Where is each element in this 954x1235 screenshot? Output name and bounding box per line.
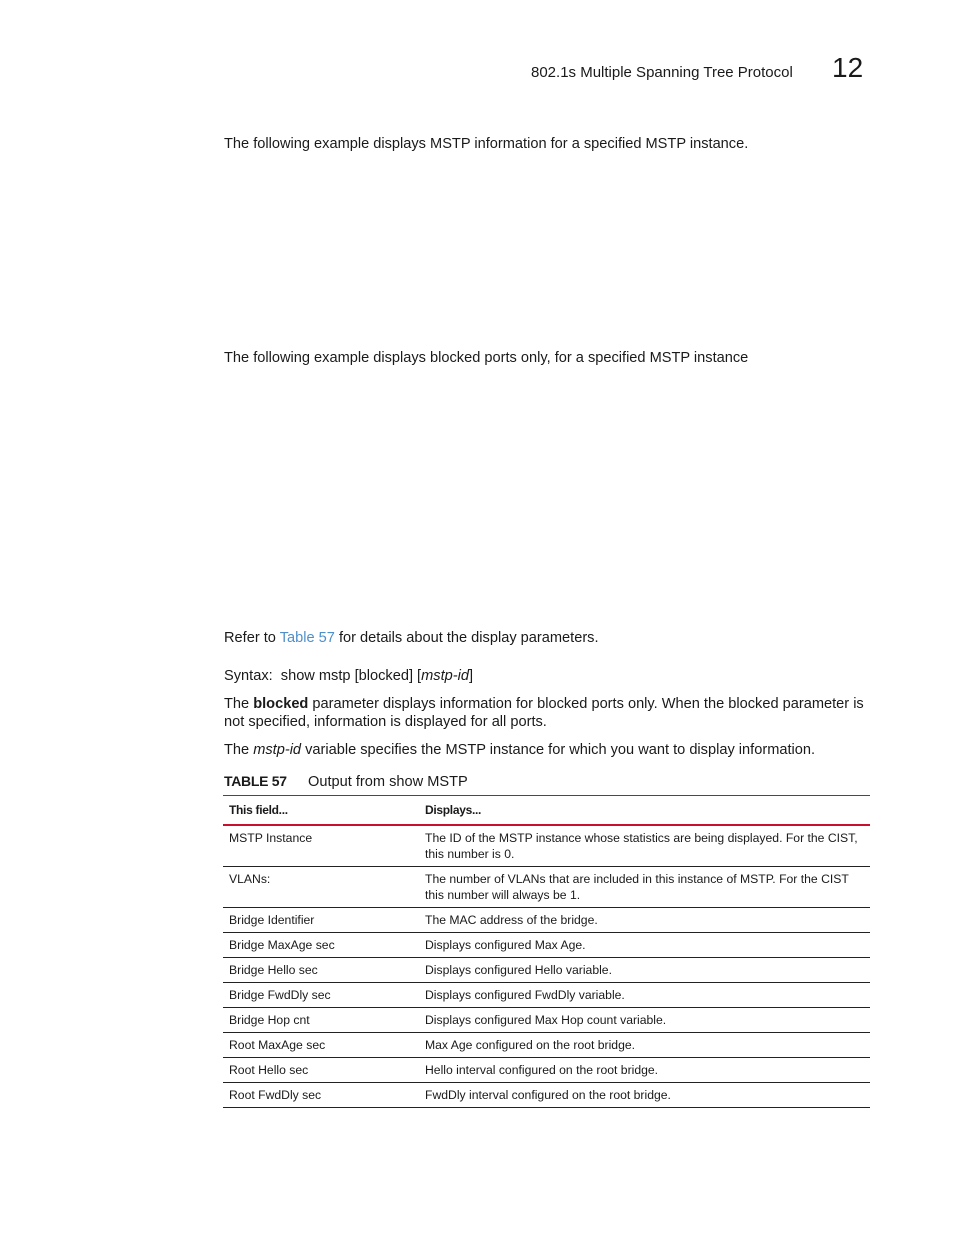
p5-text-start: The xyxy=(224,742,254,758)
table-57-link[interactable]: Table 57 xyxy=(279,630,335,646)
description-cell: The number of VLANs that are included in this instance of MSTP. For the CIST this number will always be 1. xyxy=(419,867,870,908)
table-caption-text: Output from show MSTP xyxy=(308,774,468,790)
p4-text-end: parameter displays information for blocked ports only. When the blocked parameter is not specified, information is displayed for all ports. xyxy=(224,696,864,730)
table-caption-label: TABLE 57 xyxy=(224,773,287,789)
p5-text-end: variable specifies the MSTP instance for which you want to display information. xyxy=(301,742,816,758)
table-caption xyxy=(224,773,468,790)
blocked-keyword: blocked xyxy=(253,696,309,712)
p4-text-start: The xyxy=(224,696,254,712)
description-cell: The ID of the MSTP instance whose statistics are being displayed. For the CIST, this number is 0. xyxy=(419,825,870,867)
field-cell: MSTP Instance xyxy=(223,825,419,867)
field-cell: Bridge MaxAge sec xyxy=(223,933,419,958)
page-header-title: 802.1s Multiple Spanning Tree Protocol xyxy=(531,64,793,81)
field-cell: Bridge Identifier xyxy=(223,908,419,933)
chapter-number: 12 xyxy=(832,52,864,83)
table-row xyxy=(223,867,870,908)
table-header-row xyxy=(223,796,870,826)
paragraph-blocked-ports-example: The following example displays blocked ports only, for a specified MSTP instance xyxy=(224,350,749,366)
table-row xyxy=(223,1033,870,1058)
column-header-displays: Displays... xyxy=(419,796,870,826)
table-row xyxy=(223,1008,870,1033)
table-row xyxy=(223,1083,870,1108)
field-cell: Root MaxAge sec xyxy=(223,1033,419,1058)
table-row xyxy=(223,908,870,933)
syntax-command: show mstp [blocked] [ xyxy=(280,668,422,684)
field-cell: Bridge FwdDly sec xyxy=(223,983,419,1008)
table-row xyxy=(223,933,870,958)
paragraph-blocked-parameter xyxy=(224,695,872,731)
column-header-field: This field... xyxy=(223,796,419,826)
table-row xyxy=(223,825,870,867)
description-cell: FwdDly interval configured on the root bridge. xyxy=(419,1083,870,1108)
syntax-label: Syntax: xyxy=(224,668,273,684)
mstp-id-keyword: mstp-id xyxy=(253,742,302,758)
paragraph-mstp-instance-example: The following example displays MSTP information for a specified MSTP instance. xyxy=(224,136,749,152)
syntax-variable: mstp-id xyxy=(421,668,469,684)
paragraph-refer-to-table xyxy=(224,629,872,647)
field-cell: VLANs: xyxy=(223,867,419,908)
table-row xyxy=(223,1058,870,1083)
description-cell: The MAC address of the bridge. xyxy=(419,908,870,933)
paragraph-mstp-id-variable xyxy=(224,741,872,759)
description-cell: Displays configured Max Age. xyxy=(419,933,870,958)
refer-text-end: for details about the display parameters. xyxy=(334,630,599,646)
table-row xyxy=(223,983,870,1008)
description-cell: Displays configured Hello variable. xyxy=(419,958,870,983)
field-cell: Root Hello sec xyxy=(223,1058,419,1083)
table-row xyxy=(223,958,870,983)
refer-text: Refer to xyxy=(224,630,280,646)
syntax-line xyxy=(224,667,872,685)
field-cell: Bridge Hello sec xyxy=(223,958,419,983)
field-cell: Root FwdDly sec xyxy=(223,1083,419,1108)
syntax-close: ] xyxy=(468,668,474,684)
description-cell: Hello interval configured on the root bridge. xyxy=(419,1058,870,1083)
description-cell: Displays configured Max Hop count variable. xyxy=(419,1008,870,1033)
mstp-output-table xyxy=(223,795,870,1108)
description-cell: Displays configured FwdDly variable. xyxy=(419,983,870,1008)
description-cell: Max Age configured on the root bridge. xyxy=(419,1033,870,1058)
field-cell: Bridge Hop cnt xyxy=(223,1008,419,1033)
